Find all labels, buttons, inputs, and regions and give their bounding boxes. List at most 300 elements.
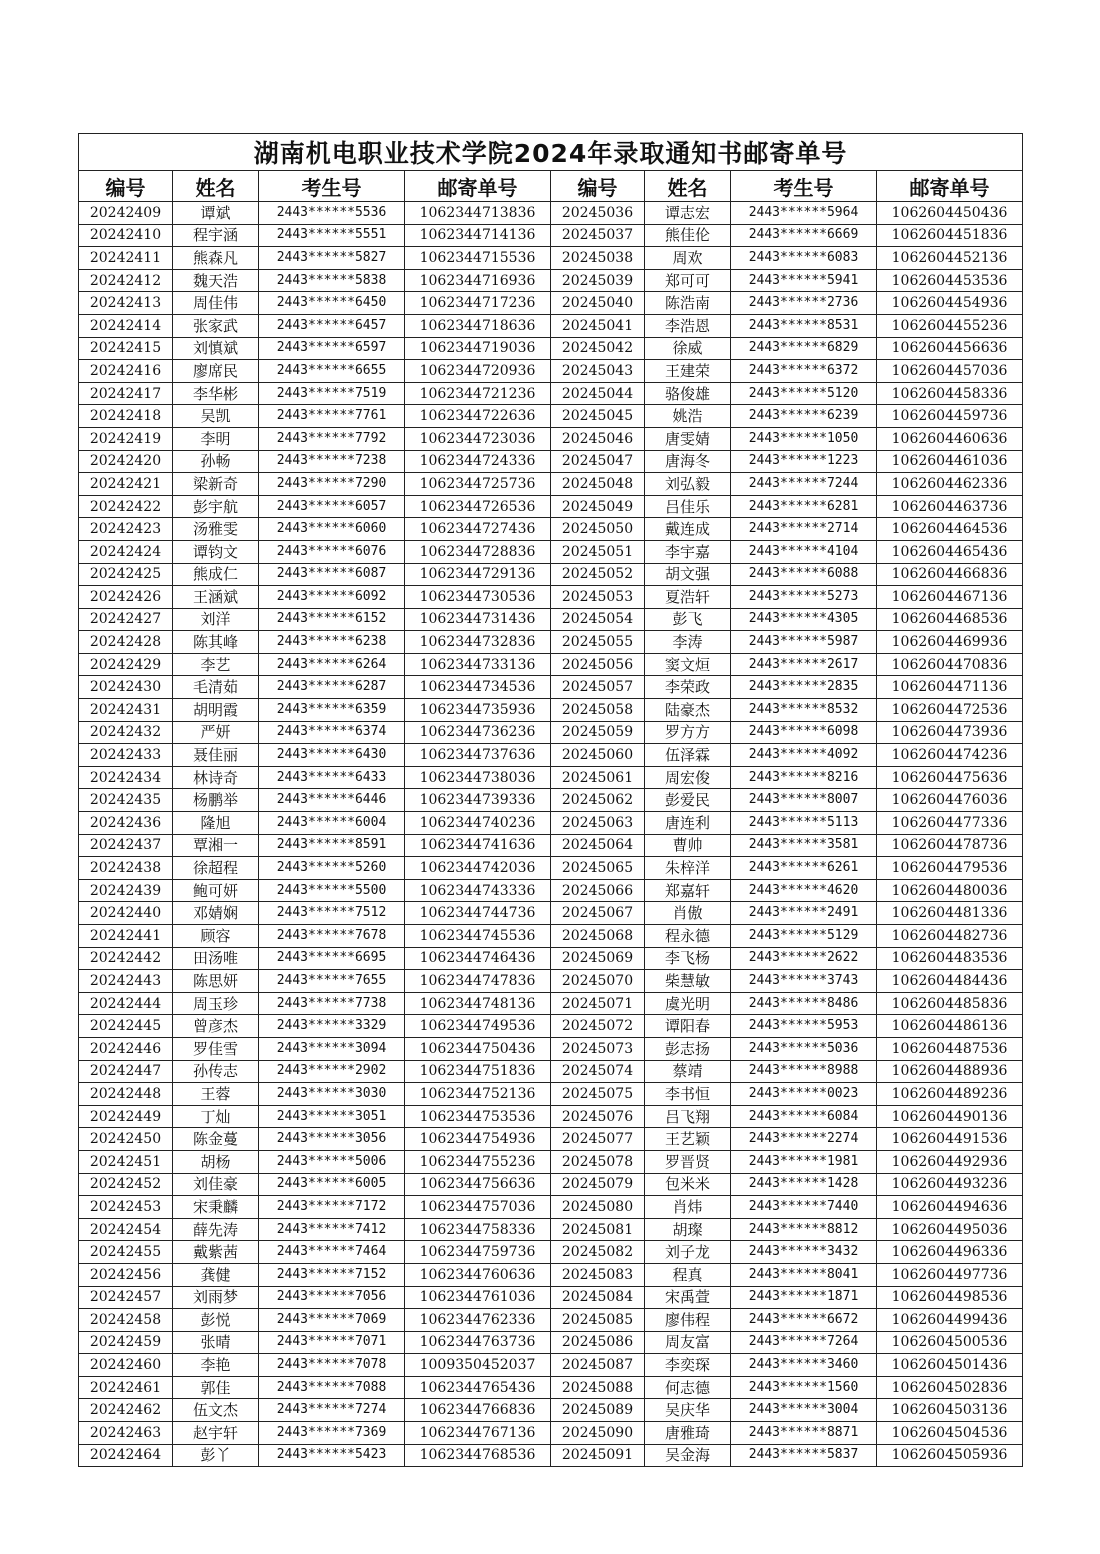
cell-name: 顾容 <box>173 925 259 948</box>
cell-mail-number: 1062604503136 <box>877 1399 1023 1422</box>
cell-mail-number: 1062344747836 <box>405 970 551 993</box>
header-mail-number: 邮寄单号 <box>877 171 1023 202</box>
cell-exam-number: 2443******3581 <box>731 834 877 857</box>
table-row <box>79 292 1023 315</box>
cell-mail-number: 1062344766836 <box>405 1399 551 1422</box>
cell-exam-number: 2443******7369 <box>259 1422 405 1445</box>
cell-exam-number: 2443******8486 <box>731 992 877 1015</box>
table-row <box>79 1422 1023 1445</box>
cell-name: 廖伟程 <box>645 1309 731 1332</box>
cell-mail-number: 1062344748136 <box>405 992 551 1015</box>
cell-mail-number: 1062604469936 <box>877 631 1023 654</box>
cell-exam-number: 2443******1223 <box>731 450 877 473</box>
cell-exam-number: 2443******3004 <box>731 1399 877 1422</box>
cell-mail-number: 1062604480036 <box>877 879 1023 902</box>
cell-exam-number: 2443******7274 <box>259 1399 405 1422</box>
cell-mail-number: 1062604453536 <box>877 269 1023 292</box>
cell-id: 20242458 <box>79 1309 173 1332</box>
cell-exam-number: 2443******5987 <box>731 631 877 654</box>
cell-name: 曹帅 <box>645 834 731 857</box>
cell-id: 20242462 <box>79 1399 173 1422</box>
cell-mail-number: 1062604485836 <box>877 992 1023 1015</box>
cell-id: 20242421 <box>79 473 173 496</box>
cell-name: 熊森凡 <box>173 247 259 270</box>
cell-exam-number: 2443******7655 <box>259 970 405 993</box>
cell-mail-number: 1062344734536 <box>405 676 551 699</box>
cell-name: 陈思妍 <box>173 970 259 993</box>
cell-exam-number: 2443******5838 <box>259 269 405 292</box>
cell-id: 20242431 <box>79 699 173 722</box>
table-row <box>79 518 1023 541</box>
table-row <box>79 834 1023 857</box>
cell-name: 戴连成 <box>645 518 731 541</box>
cell-mail-number: 1062344761036 <box>405 1286 551 1309</box>
cell-mail-number: 1062604492936 <box>877 1150 1023 1173</box>
cell-id: 20242455 <box>79 1241 173 1264</box>
cell-name: 伍文杰 <box>173 1399 259 1422</box>
cell-id: 20245084 <box>551 1286 645 1309</box>
cell-mail-number: 1062604488936 <box>877 1060 1023 1083</box>
cell-name: 刘洋 <box>173 608 259 631</box>
cell-mail-number: 1062344768536 <box>405 1444 551 1467</box>
cell-name: 夏浩轩 <box>645 586 731 609</box>
cell-exam-number: 2443******7792 <box>259 427 405 450</box>
table-row <box>79 744 1023 767</box>
cell-name: 陈浩南 <box>645 292 731 315</box>
cell-id: 20245074 <box>551 1060 645 1083</box>
cell-id: 20242451 <box>79 1150 173 1173</box>
cell-exam-number: 2443******6060 <box>259 518 405 541</box>
cell-exam-number: 2443******5260 <box>259 857 405 880</box>
table-row <box>79 495 1023 518</box>
cell-name: 周佳伟 <box>173 292 259 315</box>
cell-name: 程真 <box>645 1263 731 1286</box>
cell-mail-number: 1009350452037 <box>405 1354 551 1377</box>
header-exam-number: 考生号 <box>259 171 405 202</box>
cell-mail-number: 1062344743336 <box>405 879 551 902</box>
cell-mail-number: 1062604482736 <box>877 925 1023 948</box>
cell-mail-number: 1062604472536 <box>877 699 1023 722</box>
cell-name: 刘子龙 <box>645 1241 731 1264</box>
cell-exam-number: 2443******4104 <box>731 540 877 563</box>
cell-mail-number: 1062604501436 <box>877 1354 1023 1377</box>
cell-mail-number: 1062344740236 <box>405 812 551 835</box>
cell-mail-number: 1062344755236 <box>405 1150 551 1173</box>
cell-name: 廖席民 <box>173 360 259 383</box>
cell-name: 毛清茹 <box>173 676 259 699</box>
cell-exam-number: 2443******8988 <box>731 1060 877 1083</box>
cell-id: 20245048 <box>551 473 645 496</box>
cell-exam-number: 2443******4305 <box>731 608 877 631</box>
cell-exam-number: 2443******5120 <box>731 382 877 405</box>
cell-mail-number: 1062604499436 <box>877 1309 1023 1332</box>
cell-id: 20242415 <box>79 337 173 360</box>
table-row <box>79 947 1023 970</box>
page-title: 湖南机电职业技术学院2024年录取通知书邮寄单号 <box>79 134 1023 171</box>
cell-name: 龚健 <box>173 1263 259 1286</box>
cell-exam-number: 2443******6261 <box>731 857 877 880</box>
cell-mail-number: 1062344753536 <box>405 1105 551 1128</box>
cell-exam-number: 2443******6655 <box>259 360 405 383</box>
cell-mail-number: 1062604483536 <box>877 947 1023 970</box>
cell-mail-number: 1062344757036 <box>405 1196 551 1219</box>
cell-exam-number: 2443******3094 <box>259 1037 405 1060</box>
cell-exam-number: 2443******6264 <box>259 653 405 676</box>
cell-mail-number: 1062604467136 <box>877 586 1023 609</box>
cell-id: 20242426 <box>79 586 173 609</box>
cell-mail-number: 1062604490136 <box>877 1105 1023 1128</box>
cell-name: 包米米 <box>645 1173 731 1196</box>
cell-mail-number: 1062344739336 <box>405 789 551 812</box>
cell-exam-number: 2443******6088 <box>731 563 877 586</box>
cell-id: 20245069 <box>551 947 645 970</box>
cell-mail-number: 1062344736236 <box>405 721 551 744</box>
cell-mail-number: 1062344731436 <box>405 608 551 631</box>
cell-exam-number: 2443******1428 <box>731 1173 877 1196</box>
cell-id: 20245089 <box>551 1399 645 1422</box>
cell-name: 刘雨梦 <box>173 1286 259 1309</box>
cell-id: 20242412 <box>79 269 173 292</box>
cell-id: 20242459 <box>79 1331 173 1354</box>
cell-id: 20245041 <box>551 314 645 337</box>
cell-exam-number: 2443******3051 <box>259 1105 405 1128</box>
cell-id: 20245055 <box>551 631 645 654</box>
table-row <box>79 992 1023 1015</box>
table-row <box>79 1173 1023 1196</box>
header-exam-number: 考生号 <box>731 171 877 202</box>
table-row <box>79 1037 1023 1060</box>
cell-exam-number: 2443******6430 <box>259 744 405 767</box>
cell-mail-number: 1062604452136 <box>877 247 1023 270</box>
cell-name: 张晴 <box>173 1331 259 1354</box>
table-row <box>79 1263 1023 1286</box>
cell-exam-number: 2443******7440 <box>731 1196 877 1219</box>
cell-name: 柴慧敏 <box>645 970 731 993</box>
cell-name: 宋禹萱 <box>645 1286 731 1309</box>
cell-mail-number: 1062344760636 <box>405 1263 551 1286</box>
cell-name: 郑嘉轩 <box>645 879 731 902</box>
cell-exam-number: 2443******6281 <box>731 495 877 518</box>
cell-exam-number: 2443******3056 <box>259 1128 405 1151</box>
table-row <box>79 970 1023 993</box>
cell-name: 唐雅琦 <box>645 1422 731 1445</box>
cell-mail-number: 1062344715536 <box>405 247 551 270</box>
cell-name: 孙畅 <box>173 450 259 473</box>
cell-name: 虞光明 <box>645 992 731 1015</box>
cell-id: 20242457 <box>79 1286 173 1309</box>
cell-mail-number: 1062604465436 <box>877 540 1023 563</box>
cell-exam-number: 2443******2736 <box>731 292 877 315</box>
cell-mail-number: 1062604463736 <box>877 495 1023 518</box>
cell-id: 20242409 <box>79 202 173 225</box>
cell-exam-number: 2443******5827 <box>259 247 405 270</box>
table-row <box>79 450 1023 473</box>
table-row <box>79 202 1023 225</box>
cell-mail-number: 1062604481336 <box>877 902 1023 925</box>
table-row <box>79 879 1023 902</box>
cell-exam-number: 2443******5551 <box>259 224 405 247</box>
cell-exam-number: 2443******5129 <box>731 925 877 948</box>
cell-mail-number: 1062604475636 <box>877 766 1023 789</box>
cell-mail-number: 1062604505936 <box>877 1444 1023 1467</box>
cell-mail-number: 1062604479536 <box>877 857 1023 880</box>
cell-id: 20245072 <box>551 1015 645 1038</box>
cell-id: 20242417 <box>79 382 173 405</box>
cell-exam-number: 2443******4092 <box>731 744 877 767</box>
cell-id: 20242441 <box>79 925 173 948</box>
cell-name: 谭阳春 <box>645 1015 731 1038</box>
cell-id: 20242452 <box>79 1173 173 1196</box>
cell-exam-number: 2443******2902 <box>259 1060 405 1083</box>
cell-mail-number: 1062604498536 <box>877 1286 1023 1309</box>
cell-name: 彭飞 <box>645 608 731 631</box>
cell-name: 李书恒 <box>645 1083 731 1106</box>
cell-mail-number: 1062604466836 <box>877 563 1023 586</box>
cell-id: 20242418 <box>79 405 173 428</box>
cell-mail-number: 1062604500536 <box>877 1331 1023 1354</box>
cell-id: 20245078 <box>551 1150 645 1173</box>
cell-exam-number: 2443******7244 <box>731 473 877 496</box>
cell-id: 20242447 <box>79 1060 173 1083</box>
table-row <box>79 1196 1023 1219</box>
cell-exam-number: 2443******3743 <box>731 970 877 993</box>
cell-mail-number: 1062344744736 <box>405 902 551 925</box>
cell-exam-number: 2443******7738 <box>259 992 405 1015</box>
cell-exam-number: 2443******6152 <box>259 608 405 631</box>
cell-name: 李艳 <box>173 1354 259 1377</box>
cell-name: 梁新奇 <box>173 473 259 496</box>
cell-mail-number: 1062604477336 <box>877 812 1023 835</box>
cell-name: 陆豪杰 <box>645 699 731 722</box>
cell-id: 20245044 <box>551 382 645 405</box>
table-row <box>79 405 1023 428</box>
cell-exam-number: 2443******5964 <box>731 202 877 225</box>
cell-exam-number: 2443******3329 <box>259 1015 405 1038</box>
header-row <box>79 171 1023 202</box>
table-row <box>79 360 1023 383</box>
cell-exam-number: 2443******6359 <box>259 699 405 722</box>
cell-exam-number: 2443******7290 <box>259 473 405 496</box>
cell-mail-number: 1062344737636 <box>405 744 551 767</box>
cell-name: 魏天浩 <box>173 269 259 292</box>
cell-id: 20242419 <box>79 427 173 450</box>
cell-mail-number: 1062604471136 <box>877 676 1023 699</box>
cell-mail-number: 1062604459736 <box>877 405 1023 428</box>
cell-mail-number: 1062604458336 <box>877 382 1023 405</box>
table-row <box>79 586 1023 609</box>
cell-mail-number: 1062604491536 <box>877 1128 1023 1151</box>
cell-exam-number: 2443******2491 <box>731 902 877 925</box>
cell-name: 覃湘一 <box>173 834 259 857</box>
cell-exam-number: 2443******7056 <box>259 1286 405 1309</box>
cell-name: 窦文烜 <box>645 653 731 676</box>
cell-exam-number: 2443******7172 <box>259 1196 405 1219</box>
cell-name: 刘佳豪 <box>173 1173 259 1196</box>
cell-name: 罗佳雪 <box>173 1037 259 1060</box>
table-row <box>79 473 1023 496</box>
cell-exam-number: 2443******6238 <box>259 631 405 654</box>
cell-name: 鲍可妍 <box>173 879 259 902</box>
cell-id: 20242448 <box>79 1083 173 1106</box>
cell-exam-number: 2443******5837 <box>731 1444 877 1467</box>
cell-exam-number: 2443******5941 <box>731 269 877 292</box>
cell-exam-number: 2443******4620 <box>731 879 877 902</box>
cell-exam-number: 2443******3460 <box>731 1354 877 1377</box>
cell-name: 杨鹏举 <box>173 789 259 812</box>
cell-exam-number: 2443******8812 <box>731 1218 877 1241</box>
cell-name: 徐超程 <box>173 857 259 880</box>
cell-id: 20245067 <box>551 902 645 925</box>
cell-name: 吕佳乐 <box>645 495 731 518</box>
cell-name: 周友富 <box>645 1331 731 1354</box>
cell-mail-number: 1062604504536 <box>877 1422 1023 1445</box>
cell-mail-number: 1062604486136 <box>877 1015 1023 1038</box>
cell-exam-number: 2443******6084 <box>731 1105 877 1128</box>
cell-exam-number: 2443******2714 <box>731 518 877 541</box>
table-row <box>79 766 1023 789</box>
table-row <box>79 1218 1023 1241</box>
cell-exam-number: 2443******8591 <box>259 834 405 857</box>
cell-id: 20242460 <box>79 1354 173 1377</box>
cell-exam-number: 2443******5500 <box>259 879 405 902</box>
cell-name: 邓婧娴 <box>173 902 259 925</box>
cell-id: 20245070 <box>551 970 645 993</box>
cell-exam-number: 2443******5006 <box>259 1150 405 1173</box>
table-row <box>79 1309 1023 1332</box>
cell-name: 谭钧文 <box>173 540 259 563</box>
cell-exam-number: 2443******6669 <box>731 224 877 247</box>
table-row <box>79 1128 1023 1151</box>
cell-id: 20242461 <box>79 1376 173 1399</box>
cell-exam-number: 2443******1871 <box>731 1286 877 1309</box>
cell-name: 赵宇轩 <box>173 1422 259 1445</box>
cell-exam-number: 2443******6672 <box>731 1309 877 1332</box>
cell-name: 聂佳丽 <box>173 744 259 767</box>
cell-exam-number: 2443******7238 <box>259 450 405 473</box>
cell-mail-number: 1062604456636 <box>877 337 1023 360</box>
cell-name: 周欢 <box>645 247 731 270</box>
cell-name: 胡杨 <box>173 1150 259 1173</box>
header-mail-number: 邮寄单号 <box>405 171 551 202</box>
cell-id: 20245086 <box>551 1331 645 1354</box>
cell-name: 严妍 <box>173 721 259 744</box>
cell-name: 王涵斌 <box>173 586 259 609</box>
cell-id: 20242434 <box>79 766 173 789</box>
cell-name: 张家武 <box>173 314 259 337</box>
table-row <box>79 1083 1023 1106</box>
cell-mail-number: 1062344716936 <box>405 269 551 292</box>
cell-id: 20245047 <box>551 450 645 473</box>
table-row <box>79 608 1023 631</box>
cell-id: 20245059 <box>551 721 645 744</box>
cell-name: 李艺 <box>173 653 259 676</box>
cell-id: 20242425 <box>79 563 173 586</box>
cell-mail-number: 1062344722636 <box>405 405 551 428</box>
cell-exam-number: 2443******6005 <box>259 1173 405 1196</box>
cell-name: 郑可可 <box>645 269 731 292</box>
cell-exam-number: 2443******5113 <box>731 812 877 835</box>
cell-mail-number: 1062344713836 <box>405 202 551 225</box>
cell-name: 吕飞翔 <box>645 1105 731 1128</box>
cell-id: 20242456 <box>79 1263 173 1286</box>
table-row <box>79 337 1023 360</box>
cell-mail-number: 1062604460636 <box>877 427 1023 450</box>
cell-exam-number: 2443******7264 <box>731 1331 877 1354</box>
cell-exam-number: 2443******8871 <box>731 1422 877 1445</box>
cell-id: 20242439 <box>79 879 173 902</box>
cell-name: 李涛 <box>645 631 731 654</box>
cell-id: 20242411 <box>79 247 173 270</box>
mailing-number-table <box>78 133 1023 1467</box>
cell-mail-number: 1062604484436 <box>877 970 1023 993</box>
cell-name: 骆俊雄 <box>645 382 731 405</box>
cell-exam-number: 2443******7464 <box>259 1241 405 1264</box>
table-row <box>79 269 1023 292</box>
cell-mail-number: 1062604457036 <box>877 360 1023 383</box>
cell-mail-number: 1062344719036 <box>405 337 551 360</box>
cell-exam-number: 2443******6597 <box>259 337 405 360</box>
table-row <box>79 382 1023 405</box>
table-row <box>79 653 1023 676</box>
table-row <box>79 902 1023 925</box>
cell-mail-number: 1062344733136 <box>405 653 551 676</box>
cell-id: 20242438 <box>79 857 173 880</box>
cell-name: 吴金海 <box>645 1444 731 1467</box>
cell-mail-number: 1062344717236 <box>405 292 551 315</box>
cell-id: 20242444 <box>79 992 173 1015</box>
cell-name: 戴紫茜 <box>173 1241 259 1264</box>
cell-name: 肖炜 <box>645 1196 731 1219</box>
cell-exam-number: 2443******5423 <box>259 1444 405 1467</box>
cell-id: 20245087 <box>551 1354 645 1377</box>
cell-id: 20242463 <box>79 1422 173 1445</box>
cell-name: 王艺颖 <box>645 1128 731 1151</box>
cell-mail-number: 1062344741636 <box>405 834 551 857</box>
cell-exam-number: 2443******6433 <box>259 766 405 789</box>
cell-mail-number: 1062344754936 <box>405 1128 551 1151</box>
cell-id: 20242414 <box>79 314 173 337</box>
cell-mail-number: 1062604464536 <box>877 518 1023 541</box>
header-id: 编号 <box>551 171 645 202</box>
cell-name: 林诗奇 <box>173 766 259 789</box>
cell-id: 20245050 <box>551 518 645 541</box>
cell-mail-number: 1062344738036 <box>405 766 551 789</box>
cell-id: 20245051 <box>551 540 645 563</box>
cell-mail-number: 1062344749536 <box>405 1015 551 1038</box>
cell-id: 20245058 <box>551 699 645 722</box>
cell-id: 20245061 <box>551 766 645 789</box>
cell-id: 20242443 <box>79 970 173 993</box>
cell-exam-number: 2443******8041 <box>731 1263 877 1286</box>
cell-name: 吴庆华 <box>645 1399 731 1422</box>
cell-exam-number: 2443******6829 <box>731 337 877 360</box>
cell-id: 20242413 <box>79 292 173 315</box>
cell-exam-number: 2443******7412 <box>259 1218 405 1241</box>
cell-id: 20245081 <box>551 1218 645 1241</box>
cell-mail-number: 1062604478736 <box>877 834 1023 857</box>
cell-id: 20245065 <box>551 857 645 880</box>
cell-name: 周宏俊 <box>645 766 731 789</box>
cell-mail-number: 1062344746436 <box>405 947 551 970</box>
cell-id: 20245088 <box>551 1376 645 1399</box>
table-row <box>79 812 1023 835</box>
cell-id: 20242432 <box>79 721 173 744</box>
cell-exam-number: 2443******6374 <box>259 721 405 744</box>
cell-name: 胡璨 <box>645 1218 731 1241</box>
cell-id: 20242440 <box>79 902 173 925</box>
cell-mail-number: 1062344745536 <box>405 925 551 948</box>
cell-mail-number: 1062604489236 <box>877 1083 1023 1106</box>
